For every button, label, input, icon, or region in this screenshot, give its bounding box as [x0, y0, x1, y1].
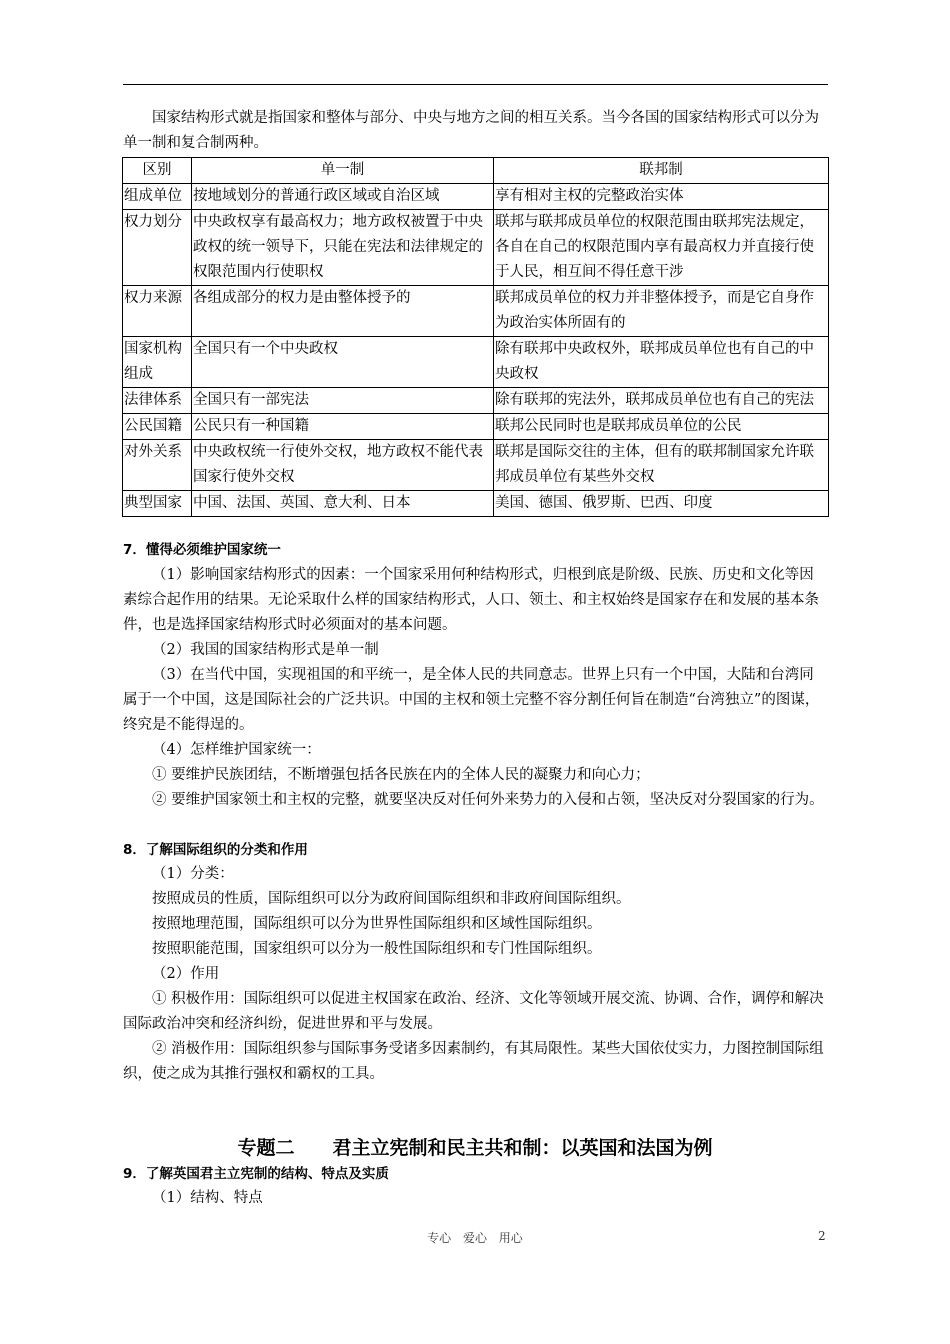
table-cell: 典型国家	[123, 491, 192, 517]
table-row	[123, 210, 829, 286]
table-row	[123, 286, 829, 337]
section-7-heading: 7．懂得必须维护国家统一	[123, 542, 281, 558]
table-cell: 公民国籍	[123, 414, 192, 440]
section-7-paragraph: （1）影响国家结构形式的因素：一个国家采用何种结构形式，归根到底是阶级、民族、历史和文化等因素综合起作用的结果。无论采取什么样的国家结构形式，人口、领土、和主权始终是国家存在和发展的基本条件，也是选择国家结构形式时必须面对的基本问题。	[123, 567, 819, 633]
table-cell: 美国、德国、俄罗斯、巴西、印度	[494, 491, 829, 517]
section-8-paragraph: 按照职能范围，国家组织可以分为一般性国际组织和专门性国际组织。	[152, 941, 602, 957]
table-row	[123, 440, 829, 491]
table-cell: 组成单位	[123, 184, 192, 210]
intro-paragraph: 国家结构形式就是指国家和整体与部分、中央与地方之间的相互关系。当今各国的国家结构形式可以分为单一制和复合制两种。	[123, 110, 819, 151]
table-cell: 全国只有一个中央政权	[192, 337, 494, 388]
table-row	[123, 388, 829, 414]
section-8-paragraph: 按照地理范围，国际组织可以分为世界性国际组织和区域性国际组织。	[152, 916, 602, 932]
table-row	[123, 184, 829, 210]
table-cell: 国家机构组成	[123, 337, 192, 388]
page-number: 2	[818, 1229, 826, 1243]
section-7-paragraph: ② 要维护国家领土和主权的完整，就要坚决反对任何外来势力的入侵和占领，坚决反对分裂国家的行为。	[152, 792, 824, 808]
section-7-paragraph: （2）我国的国家结构形式是单一制	[152, 642, 379, 658]
table-cell: 公民只有一种国籍	[192, 414, 494, 440]
comparison-table	[122, 157, 829, 517]
topic-heading: 君主立宪制和民主共和制：以英国和法国为例	[332, 1137, 713, 1159]
table-row	[123, 414, 829, 440]
table-cell: 全国只有一部宪法	[192, 388, 494, 414]
table-cell: 中国、法国、英国、意大利、日本	[192, 491, 494, 517]
table-cell: 联邦是国际交往的主体，但有的联邦制国家允许联邦成员单位有某些外交权	[494, 440, 829, 491]
section-9-heading: 9．了解英国君主立宪制的结构、特点及实质	[123, 1166, 389, 1182]
topic-label: 专题二	[237, 1137, 295, 1159]
header-rule	[123, 84, 828, 85]
section-8-paragraph: （2）作用	[152, 966, 220, 982]
section-8-heading: 8．了解国际组织的分类和作用	[123, 842, 308, 858]
page-footer: 专心 爱心 用心	[427, 1231, 523, 1245]
table-row	[123, 491, 829, 517]
table-header: 单一制	[192, 158, 494, 184]
table-cell: 各组成部分的权力是由整体授予的	[192, 286, 494, 337]
table-cell: 享有相对主权的完整政治实体	[494, 184, 829, 210]
table-header-row	[123, 158, 829, 184]
table-cell: 按地域划分的普通行政区域或自治区域	[192, 184, 494, 210]
table-cell: 联邦与联邦成员单位的权限范围由联邦宪法规定，各自在自己的权限范围内享有最高权力并直接行使于人民，相互间不得任意干涉	[494, 210, 829, 286]
table-row	[123, 337, 829, 388]
section-8-paragraph: ② 消极作用：国际组织参与国际事务受诸多因素制约，有其局限性。某些大国依仗实力，力图控制国际组织，使之成为其推行强权和霸权的工具。	[123, 1041, 824, 1082]
section-8-paragraph: （1）分类：	[152, 866, 234, 882]
table-cell: 除有联邦中央政权外，联邦成员单位也有自己的中央政权	[494, 337, 829, 388]
table-cell: 权力划分	[123, 210, 192, 286]
topic-title	[0, 1133, 950, 1163]
table-header: 联邦制	[494, 158, 829, 184]
section-8-paragraph: ① 积极作用：国际组织可以促进主权国家在政治、经济、文化等领域开展交流、协调、合作，调停和解决国际政治冲突和经济纠纷，促进世界和平与发展。	[123, 991, 824, 1032]
table-cell: 联邦公民同时也是联邦成员单位的公民	[494, 414, 829, 440]
table-cell: 对外关系	[123, 440, 192, 491]
table-cell: 法律体系	[123, 388, 192, 414]
table-cell: 权力来源	[123, 286, 192, 337]
table-cell: 除有联邦的宪法外，联邦成员单位也有自己的宪法	[494, 388, 829, 414]
section-7-paragraph: （3）在当代中国，实现祖国的和平统一，是全体人民的共同意志。世界上只有一个中国，大陆和台湾同属于一个中国，这是国际社会的广泛共识。中国的主权和领土完整不容分割任何旨在制造“台湾独立”的图谋，终究是不能得逞的。	[123, 667, 820, 733]
section-8-paragraph: 按照成员的性质，国际组织可以分为政府间国际组织和非政府间国际组织。	[152, 891, 631, 907]
section-7-paragraph: （4）怎样维护国家统一：	[152, 742, 321, 758]
section-9-paragraph: （1）结构、特点	[152, 1190, 263, 1206]
table-cell: 中央政权统一行使外交权，地方政权不能代表国家行使外交权	[192, 440, 494, 491]
table-cell: 联邦成员单位的权力并非整体授予，而是它自身作为政治实体所固有的	[494, 286, 829, 337]
table-cell: 中央政权享有最高权力；地方政权被置于中央政权的统一领导下，只能在宪法和法律规定的权限范围内行使职权	[192, 210, 494, 286]
table-header: 区别	[123, 158, 192, 184]
section-7-paragraph: ① 要维护民族团结，不断增强包括各民族在内的全体人民的凝聚力和向心力；	[152, 767, 650, 783]
